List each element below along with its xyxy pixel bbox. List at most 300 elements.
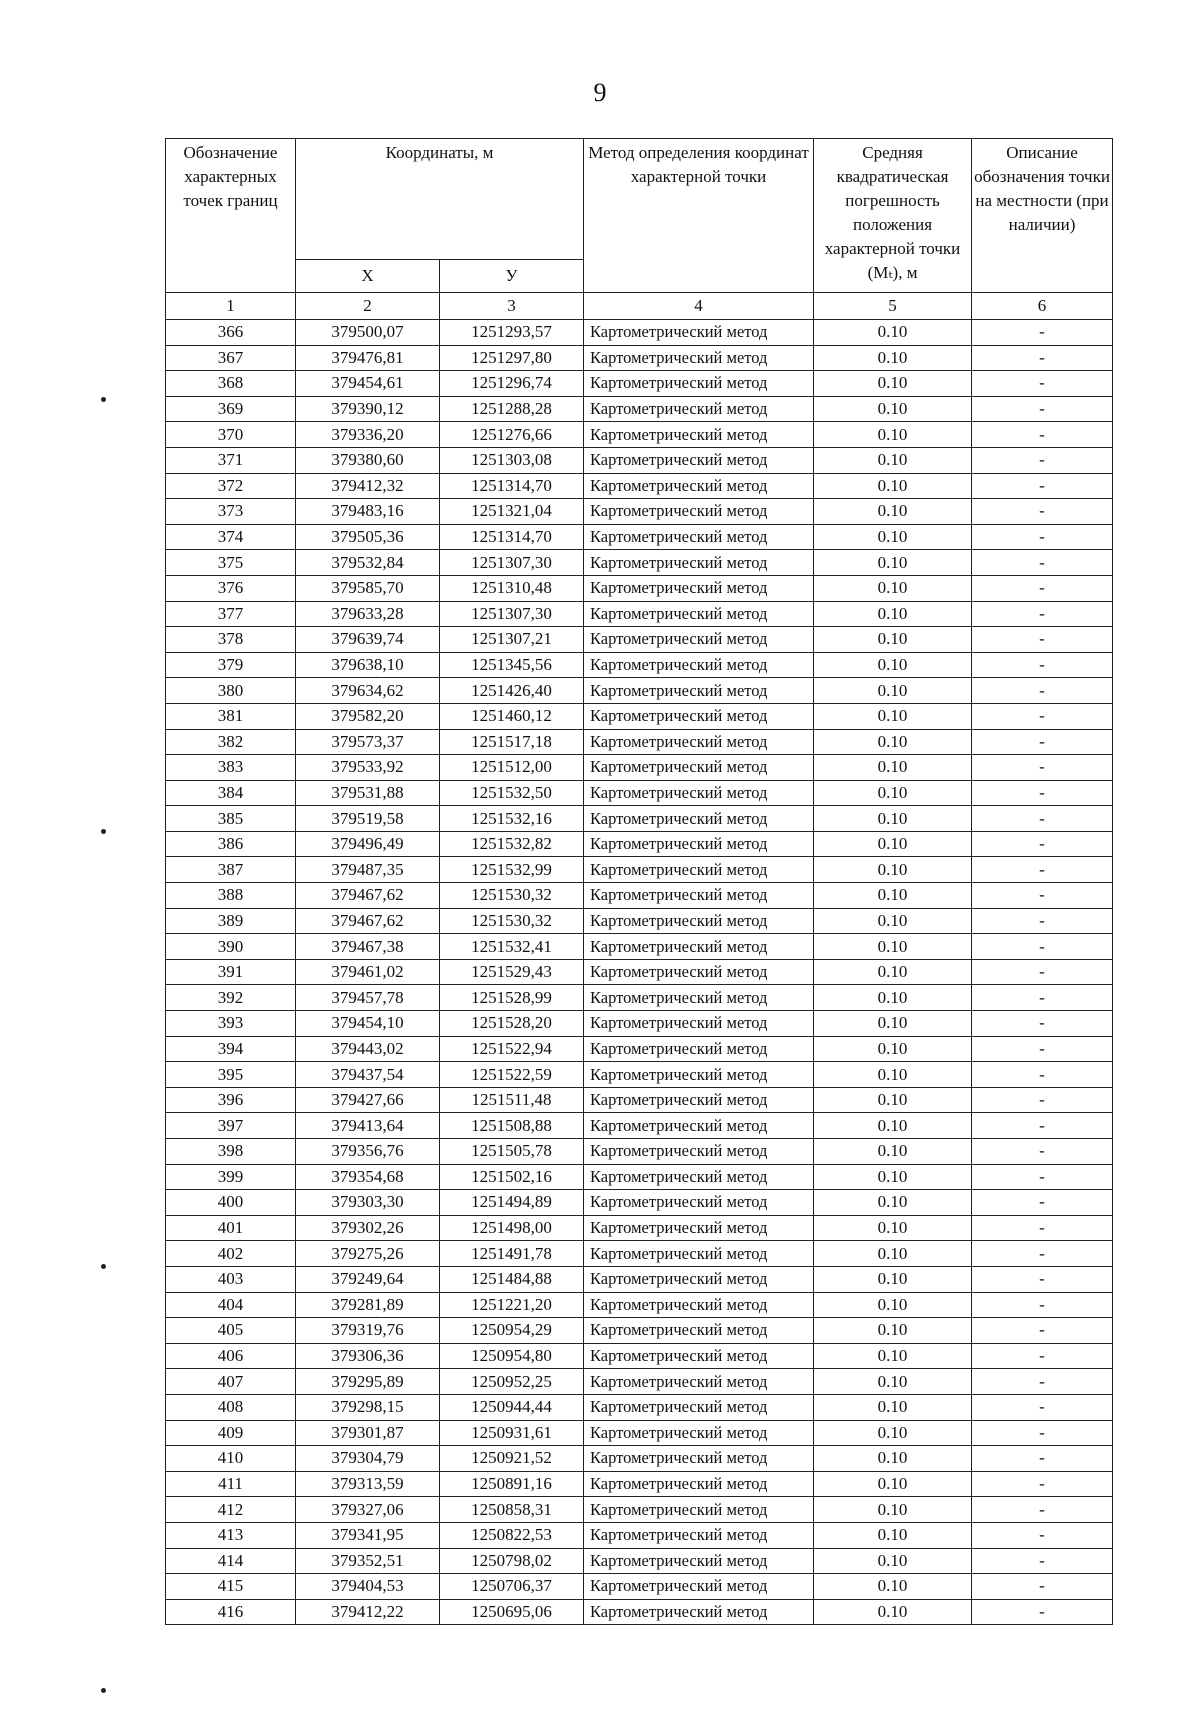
description-cell: -: [972, 1113, 1113, 1139]
table-row: [166, 831, 1113, 857]
point-number-cell: 375: [166, 550, 296, 576]
error-cell: 0.10: [814, 473, 972, 499]
method-cell: Картометрический метод: [584, 1574, 814, 1600]
description-cell: -: [972, 1548, 1113, 1574]
method-cell: Картометрический метод: [584, 1292, 814, 1318]
error-cell: 0.10: [814, 678, 972, 704]
method-cell: Картометрический метод: [584, 1318, 814, 1344]
y-coordinate-cell: 1250706,37: [440, 1574, 584, 1600]
x-coordinate-cell: 379437,54: [296, 1062, 440, 1088]
error-cell: 0.10: [814, 1215, 972, 1241]
point-number-cell: 398: [166, 1139, 296, 1165]
description-cell: -: [972, 1394, 1113, 1420]
error-cell: 0.10: [814, 1241, 972, 1267]
table-row: [166, 1394, 1113, 1420]
error-cell: 0.10: [814, 1292, 972, 1318]
description-cell: -: [972, 1446, 1113, 1472]
method-cell: Картометрический метод: [584, 1266, 814, 1292]
table-row: [166, 729, 1113, 755]
y-coordinate-cell: 1251528,20: [440, 1011, 584, 1037]
description-cell: -: [972, 396, 1113, 422]
method-cell: Картометрический метод: [584, 1369, 814, 1395]
y-coordinate-cell: 1250944,44: [440, 1394, 584, 1420]
table-row: [166, 575, 1113, 601]
point-number-cell: 386: [166, 831, 296, 857]
point-number-cell: 376: [166, 575, 296, 601]
table-row: [166, 473, 1113, 499]
method-cell: Картометрический метод: [584, 678, 814, 704]
x-coordinate-cell: 379306,36: [296, 1343, 440, 1369]
x-coordinate-cell: 379457,78: [296, 985, 440, 1011]
point-number-cell: 380: [166, 678, 296, 704]
x-coordinate-cell: 379500,07: [296, 320, 440, 346]
description-cell: -: [972, 499, 1113, 525]
y-coordinate-cell: 1251314,70: [440, 473, 584, 499]
error-cell: 0.10: [814, 371, 972, 397]
x-coordinate-cell: 379249,64: [296, 1266, 440, 1292]
description-cell: -: [972, 1522, 1113, 1548]
x-coordinate-cell: 379532,84: [296, 550, 440, 576]
table-row: [166, 1497, 1113, 1523]
method-cell: Картометрический метод: [584, 883, 814, 909]
error-cell: 0.10: [814, 1318, 972, 1344]
column-number: 1: [166, 293, 296, 320]
error-cell: 0.10: [814, 1087, 972, 1113]
point-number-cell: 404: [166, 1292, 296, 1318]
method-cell: Картометрический метод: [584, 601, 814, 627]
description-cell: -: [972, 703, 1113, 729]
point-number-cell: 406: [166, 1343, 296, 1369]
x-coordinate-cell: 379454,10: [296, 1011, 440, 1037]
x-coordinate-cell: 379454,61: [296, 371, 440, 397]
table-row: [166, 678, 1113, 704]
y-coordinate-cell: 1251530,32: [440, 908, 584, 934]
table-row: [166, 320, 1113, 346]
method-cell: Картометрический метод: [584, 1420, 814, 1446]
error-cell: 0.10: [814, 422, 972, 448]
x-coordinate-cell: 379336,20: [296, 422, 440, 448]
description-cell: -: [972, 1036, 1113, 1062]
error-cell: 0.10: [814, 1164, 972, 1190]
table-row: [166, 652, 1113, 678]
table-row: [166, 1087, 1113, 1113]
x-coordinate-cell: 379412,32: [296, 473, 440, 499]
point-number-cell: 370: [166, 422, 296, 448]
description-cell: -: [972, 857, 1113, 883]
description-cell: -: [972, 1369, 1113, 1395]
method-cell: Картометрический метод: [584, 1599, 814, 1625]
y-coordinate-cell: 1251296,74: [440, 371, 584, 397]
x-coordinate-cell: 379461,02: [296, 959, 440, 985]
y-coordinate-cell: 1251494,89: [440, 1190, 584, 1216]
x-coordinate-cell: 379380,60: [296, 447, 440, 473]
description-cell: -: [972, 447, 1113, 473]
method-cell: Картометрический метод: [584, 1394, 814, 1420]
table-row: [166, 499, 1113, 525]
y-coordinate-cell: 1251307,30: [440, 550, 584, 576]
y-coordinate-cell: 1251511,48: [440, 1087, 584, 1113]
error-cell: 0.10: [814, 1369, 972, 1395]
x-coordinate-cell: 379354,68: [296, 1164, 440, 1190]
description-cell: -: [972, 422, 1113, 448]
description-cell: -: [972, 550, 1113, 576]
point-number-cell: 405: [166, 1318, 296, 1344]
method-cell: Картометрический метод: [584, 985, 814, 1011]
description-cell: -: [972, 627, 1113, 653]
error-cell: 0.10: [814, 550, 972, 576]
point-number-cell: 415: [166, 1574, 296, 1600]
method-cell: Картометрический метод: [584, 1446, 814, 1472]
method-cell: Картометрический метод: [584, 499, 814, 525]
point-number-cell: 379: [166, 652, 296, 678]
error-cell: 0.10: [814, 908, 972, 934]
x-coordinate-cell: 379302,26: [296, 1215, 440, 1241]
y-coordinate-cell: 1251522,94: [440, 1036, 584, 1062]
description-cell: -: [972, 1087, 1113, 1113]
table-row: [166, 1266, 1113, 1292]
method-cell: Картометрический метод: [584, 1036, 814, 1062]
x-coordinate-cell: 379639,74: [296, 627, 440, 653]
error-cell: 0.10: [814, 1113, 972, 1139]
table-row: [166, 627, 1113, 653]
x-coordinate-cell: 379633,28: [296, 601, 440, 627]
table-row: [166, 703, 1113, 729]
x-coordinate-cell: 379531,88: [296, 780, 440, 806]
x-coordinate-cell: 379313,59: [296, 1471, 440, 1497]
y-coordinate-cell: 1251221,20: [440, 1292, 584, 1318]
table-row: [166, 371, 1113, 397]
x-coordinate-cell: 379483,16: [296, 499, 440, 525]
x-coordinate-cell: 379443,02: [296, 1036, 440, 1062]
description-cell: -: [972, 729, 1113, 755]
point-number-cell: 416: [166, 1599, 296, 1625]
description-cell: -: [972, 473, 1113, 499]
point-number-cell: 371: [166, 447, 296, 473]
method-cell: Картометрический метод: [584, 320, 814, 346]
x-coordinate-cell: 379413,64: [296, 1113, 440, 1139]
x-coordinate-cell: 379505,36: [296, 524, 440, 550]
column-number: 6: [972, 293, 1113, 320]
y-coordinate-cell: 1251502,16: [440, 1164, 584, 1190]
method-cell: Картометрический метод: [584, 1343, 814, 1369]
error-cell: 0.10: [814, 1599, 972, 1625]
table-row: [166, 1522, 1113, 1548]
header-coordinates: Координаты, м: [296, 139, 584, 260]
x-coordinate-cell: 379467,62: [296, 908, 440, 934]
method-cell: Картометрический метод: [584, 857, 814, 883]
table-row: [166, 1011, 1113, 1037]
error-cell: 0.10: [814, 652, 972, 678]
x-coordinate-cell: 379533,92: [296, 755, 440, 781]
point-number-cell: 396: [166, 1087, 296, 1113]
description-cell: -: [972, 831, 1113, 857]
table-row: [166, 1292, 1113, 1318]
coordinates-table: [165, 138, 1113, 1625]
method-cell: Картометрический метод: [584, 1215, 814, 1241]
description-cell: -: [972, 1318, 1113, 1344]
point-number-cell: 373: [166, 499, 296, 525]
table-row: [166, 959, 1113, 985]
error-cell: 0.10: [814, 575, 972, 601]
method-cell: Картометрический метод: [584, 1548, 814, 1574]
table-row: [166, 422, 1113, 448]
method-cell: Картометрический метод: [584, 1011, 814, 1037]
scan-mark: [101, 829, 106, 834]
method-cell: Картометрический метод: [584, 1087, 814, 1113]
x-coordinate-cell: 379356,76: [296, 1139, 440, 1165]
table-row: [166, 1318, 1113, 1344]
point-number-cell: 367: [166, 345, 296, 371]
error-cell: 0.10: [814, 1139, 972, 1165]
error-cell: 0.10: [814, 703, 972, 729]
column-number: 5: [814, 293, 972, 320]
error-cell: 0.10: [814, 1420, 972, 1446]
x-coordinate-cell: 379634,62: [296, 678, 440, 704]
y-coordinate-cell: 1251532,41: [440, 934, 584, 960]
y-coordinate-cell: 1251303,08: [440, 447, 584, 473]
error-cell: 0.10: [814, 1343, 972, 1369]
error-cell: 0.10: [814, 1036, 972, 1062]
y-coordinate-cell: 1251345,56: [440, 652, 584, 678]
error-cell: 0.10: [814, 1190, 972, 1216]
point-number-cell: 400: [166, 1190, 296, 1216]
method-cell: Картометрический метод: [584, 703, 814, 729]
y-coordinate-cell: 1250858,31: [440, 1497, 584, 1523]
method-cell: Картометрический метод: [584, 473, 814, 499]
error-cell: 0.10: [814, 1266, 972, 1292]
error-cell: 0.10: [814, 883, 972, 909]
method-cell: Картометрический метод: [584, 1190, 814, 1216]
description-cell: -: [972, 1215, 1113, 1241]
point-number-cell: 391: [166, 959, 296, 985]
y-coordinate-cell: 1251522,59: [440, 1062, 584, 1088]
error-cell: 0.10: [814, 396, 972, 422]
x-coordinate-cell: 379404,53: [296, 1574, 440, 1600]
y-coordinate-cell: 1251529,43: [440, 959, 584, 985]
description-cell: -: [972, 959, 1113, 985]
description-cell: -: [972, 345, 1113, 371]
scan-mark: [101, 1688, 106, 1693]
header-method: Метод определения координат характерной точки: [584, 139, 814, 293]
table-row: [166, 934, 1113, 960]
description-cell: -: [972, 320, 1113, 346]
header-y: У: [440, 260, 584, 293]
method-cell: Картометрический метод: [584, 1139, 814, 1165]
x-coordinate-cell: 379582,20: [296, 703, 440, 729]
point-number-cell: 366: [166, 320, 296, 346]
point-number-cell: 394: [166, 1036, 296, 1062]
point-number-cell: 414: [166, 1548, 296, 1574]
table-row: [166, 1369, 1113, 1395]
error-cell: 0.10: [814, 831, 972, 857]
table-row: [166, 1241, 1113, 1267]
error-cell: 0.10: [814, 985, 972, 1011]
table-row: [166, 1190, 1113, 1216]
point-number-cell: 411: [166, 1471, 296, 1497]
point-number-cell: 382: [166, 729, 296, 755]
x-coordinate-cell: 379275,26: [296, 1241, 440, 1267]
x-coordinate-cell: 379327,06: [296, 1497, 440, 1523]
error-cell: 0.10: [814, 857, 972, 883]
table-row: [166, 1343, 1113, 1369]
table-row: [166, 550, 1113, 576]
description-cell: -: [972, 806, 1113, 832]
point-number-cell: 374: [166, 524, 296, 550]
description-cell: -: [972, 908, 1113, 934]
point-number-cell: 402: [166, 1241, 296, 1267]
y-coordinate-cell: 1251293,57: [440, 320, 584, 346]
y-coordinate-cell: 1250954,80: [440, 1343, 584, 1369]
point-number-cell: 377: [166, 601, 296, 627]
x-coordinate-cell: 379585,70: [296, 575, 440, 601]
method-cell: Картометрический метод: [584, 831, 814, 857]
point-number-cell: 372: [166, 473, 296, 499]
description-cell: -: [972, 1471, 1113, 1497]
y-coordinate-cell: 1251498,00: [440, 1215, 584, 1241]
point-number-cell: 383: [166, 755, 296, 781]
column-number: 2: [296, 293, 440, 320]
table-row: [166, 1062, 1113, 1088]
description-cell: -: [972, 601, 1113, 627]
x-coordinate-cell: 379412,22: [296, 1599, 440, 1625]
method-cell: Картометрический метод: [584, 908, 814, 934]
y-coordinate-cell: 1251491,78: [440, 1241, 584, 1267]
error-cell: 0.10: [814, 1471, 972, 1497]
method-cell: Картометрический метод: [584, 1164, 814, 1190]
table-row: [166, 908, 1113, 934]
y-coordinate-cell: 1251307,30: [440, 601, 584, 627]
error-cell: 0.10: [814, 780, 972, 806]
error-cell: 0.10: [814, 627, 972, 653]
y-coordinate-cell: 1251321,04: [440, 499, 584, 525]
table-row: [166, 1471, 1113, 1497]
description-cell: -: [972, 780, 1113, 806]
method-cell: Картометрический метод: [584, 934, 814, 960]
description-cell: -: [972, 1497, 1113, 1523]
x-coordinate-cell: 379467,38: [296, 934, 440, 960]
table-row: [166, 1113, 1113, 1139]
y-coordinate-cell: 1251508,88: [440, 1113, 584, 1139]
x-coordinate-cell: 379301,87: [296, 1420, 440, 1446]
table-row: [166, 524, 1113, 550]
method-cell: Картометрический метод: [584, 780, 814, 806]
description-cell: -: [972, 985, 1113, 1011]
y-coordinate-cell: 1251505,78: [440, 1139, 584, 1165]
y-coordinate-cell: 1251426,40: [440, 678, 584, 704]
column-number: 4: [584, 293, 814, 320]
description-cell: -: [972, 1241, 1113, 1267]
error-cell: 0.10: [814, 1011, 972, 1037]
table-row: [166, 755, 1113, 781]
table-row: [166, 1599, 1113, 1625]
table-row: [166, 601, 1113, 627]
method-cell: Картометрический метод: [584, 627, 814, 653]
description-cell: -: [972, 678, 1113, 704]
point-number-cell: 395: [166, 1062, 296, 1088]
description-cell: -: [972, 1164, 1113, 1190]
table-row: [166, 1215, 1113, 1241]
y-coordinate-cell: 1251530,32: [440, 883, 584, 909]
y-coordinate-cell: 1251517,18: [440, 729, 584, 755]
point-number-cell: 408: [166, 1394, 296, 1420]
y-coordinate-cell: 1251484,88: [440, 1266, 584, 1292]
point-number-cell: 401: [166, 1215, 296, 1241]
y-coordinate-cell: 1251307,21: [440, 627, 584, 653]
point-number-cell: 390: [166, 934, 296, 960]
description-cell: -: [972, 1292, 1113, 1318]
x-coordinate-cell: 379427,66: [296, 1087, 440, 1113]
method-cell: Картометрический метод: [584, 345, 814, 371]
header-description: Описание обозначения точки на местности (при наличии): [972, 139, 1113, 293]
point-number-cell: 399: [166, 1164, 296, 1190]
error-cell: 0.10: [814, 601, 972, 627]
method-cell: Картометрический метод: [584, 1062, 814, 1088]
y-coordinate-cell: 1250822,53: [440, 1522, 584, 1548]
y-coordinate-cell: 1251297,80: [440, 345, 584, 371]
table-row: [166, 1139, 1113, 1165]
x-coordinate-cell: 379352,51: [296, 1548, 440, 1574]
table-row: [166, 1420, 1113, 1446]
y-coordinate-cell: 1251460,12: [440, 703, 584, 729]
point-number-cell: 388: [166, 883, 296, 909]
table-row: [166, 1164, 1113, 1190]
error-cell: 0.10: [814, 499, 972, 525]
description-cell: -: [972, 755, 1113, 781]
table-row: [166, 1574, 1113, 1600]
y-coordinate-cell: 1251532,16: [440, 806, 584, 832]
error-cell: 0.10: [814, 934, 972, 960]
x-coordinate-cell: 379467,62: [296, 883, 440, 909]
y-coordinate-cell: 1251512,00: [440, 755, 584, 781]
error-cell: 0.10: [814, 447, 972, 473]
x-coordinate-cell: 379496,49: [296, 831, 440, 857]
point-number-cell: 413: [166, 1522, 296, 1548]
point-number-cell: 381: [166, 703, 296, 729]
x-coordinate-cell: 379390,12: [296, 396, 440, 422]
description-cell: -: [972, 1574, 1113, 1600]
error-cell: 0.10: [814, 729, 972, 755]
description-cell: -: [972, 1190, 1113, 1216]
y-coordinate-cell: 1250891,16: [440, 1471, 584, 1497]
scan-mark: [101, 1264, 106, 1269]
header-point-designation: Обозначение характерных точек границ: [166, 139, 296, 293]
error-cell: 0.10: [814, 345, 972, 371]
method-cell: Картометрический метод: [584, 1522, 814, 1548]
point-number-cell: 378: [166, 627, 296, 653]
table-row: [166, 985, 1113, 1011]
point-number-cell: 389: [166, 908, 296, 934]
error-cell: 0.10: [814, 1574, 972, 1600]
table-row: [166, 857, 1113, 883]
method-cell: Картометрический метод: [584, 371, 814, 397]
method-cell: Картометрический метод: [584, 575, 814, 601]
method-cell: Картометрический метод: [584, 755, 814, 781]
description-cell: -: [972, 883, 1113, 909]
header-x: X: [296, 260, 440, 293]
y-coordinate-cell: 1251310,48: [440, 575, 584, 601]
point-number-cell: 407: [166, 1369, 296, 1395]
scan-mark: [101, 397, 106, 402]
error-cell: 0.10: [814, 1446, 972, 1472]
error-cell: 0.10: [814, 755, 972, 781]
x-coordinate-cell: 379519,58: [296, 806, 440, 832]
description-cell: -: [972, 934, 1113, 960]
point-number-cell: 397: [166, 1113, 296, 1139]
method-cell: Картометрический метод: [584, 1113, 814, 1139]
point-number-cell: 393: [166, 1011, 296, 1037]
method-cell: Картометрический метод: [584, 447, 814, 473]
x-coordinate-cell: 379298,15: [296, 1394, 440, 1420]
